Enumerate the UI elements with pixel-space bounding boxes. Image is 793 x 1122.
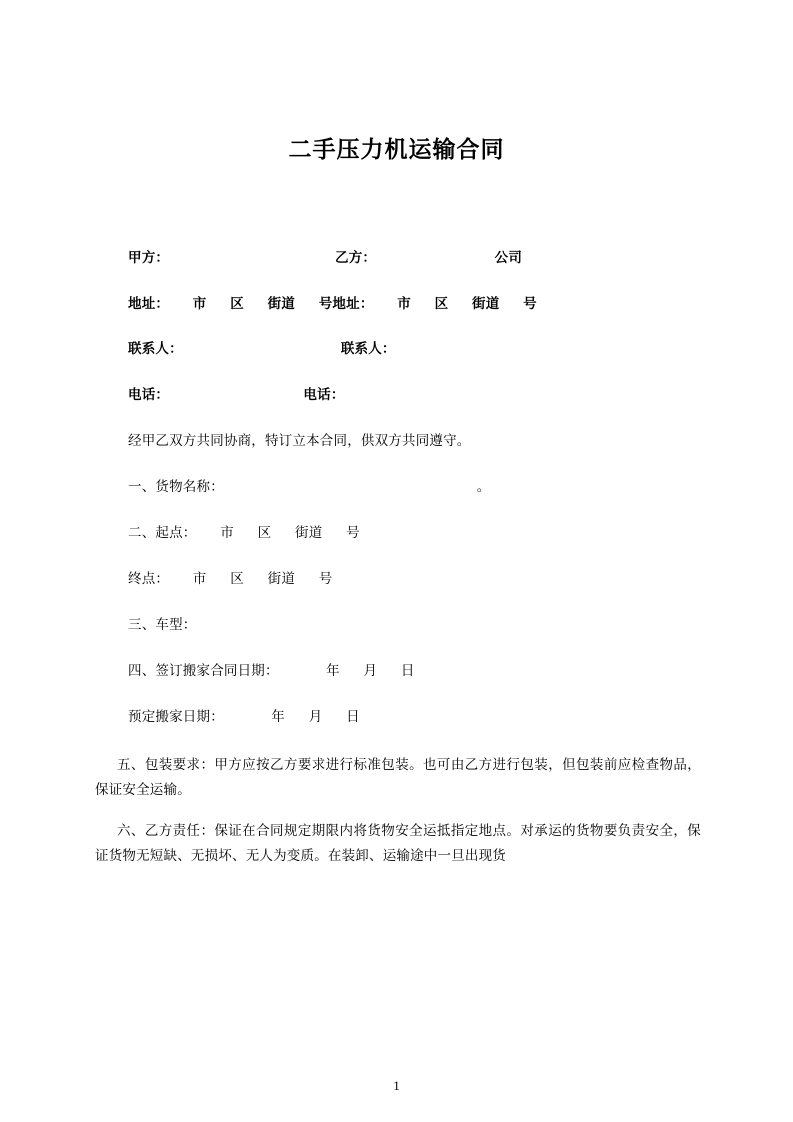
clause-destination: 终点： 市 区 街道 号 [128, 571, 333, 587]
clause-signing-date: 四、签订搬家合同日期： 年 月 日 [128, 662, 415, 678]
party-contact-line: 联系人： 联系人： [128, 341, 507, 357]
page-title: 二手压力机运输合同 [288, 136, 505, 162]
party-address-line: 地址： 市 区 街道 号地址： 市 区 街道 号 [128, 295, 537, 311]
party-line-a: 甲方： 乙方： 公司 [128, 249, 523, 265]
intro-paragraph: 经甲乙双方共同协商，特订立本合同，供双方共同遵守。 [128, 433, 471, 449]
contract-paragraphs [0, 753, 793, 869]
clause-scheduled-date: 预定搬家日期： 年 月 日 [128, 708, 360, 724]
clause-vehicle-type: 三、车型： [128, 616, 300, 632]
contract-body [0, 164, 793, 728]
clause-party-b-duties: 六、乙方责任：保证在合同规定期限内将货物安全运抵指定地点。对承运的货物要负责安全，保证货物无短缺、无损坏、无人为变质。在装卸、运输途中一旦出现货 [95, 822, 701, 863]
clause-packing-requirements: 五、包装要求：甲方应按乙方要求进行标准包装。也可由乙方进行包装，但包装前应检查物品，保证安全运输。 [95, 756, 701, 797]
clause-goods-name: 一、货物名称： 。 [128, 479, 491, 495]
party-phone-line: 电话： 电话： [128, 387, 471, 403]
page-number: 1 [393, 1078, 400, 1093]
clause-origin: 二、起点： 市 区 街道 号 [128, 525, 360, 541]
